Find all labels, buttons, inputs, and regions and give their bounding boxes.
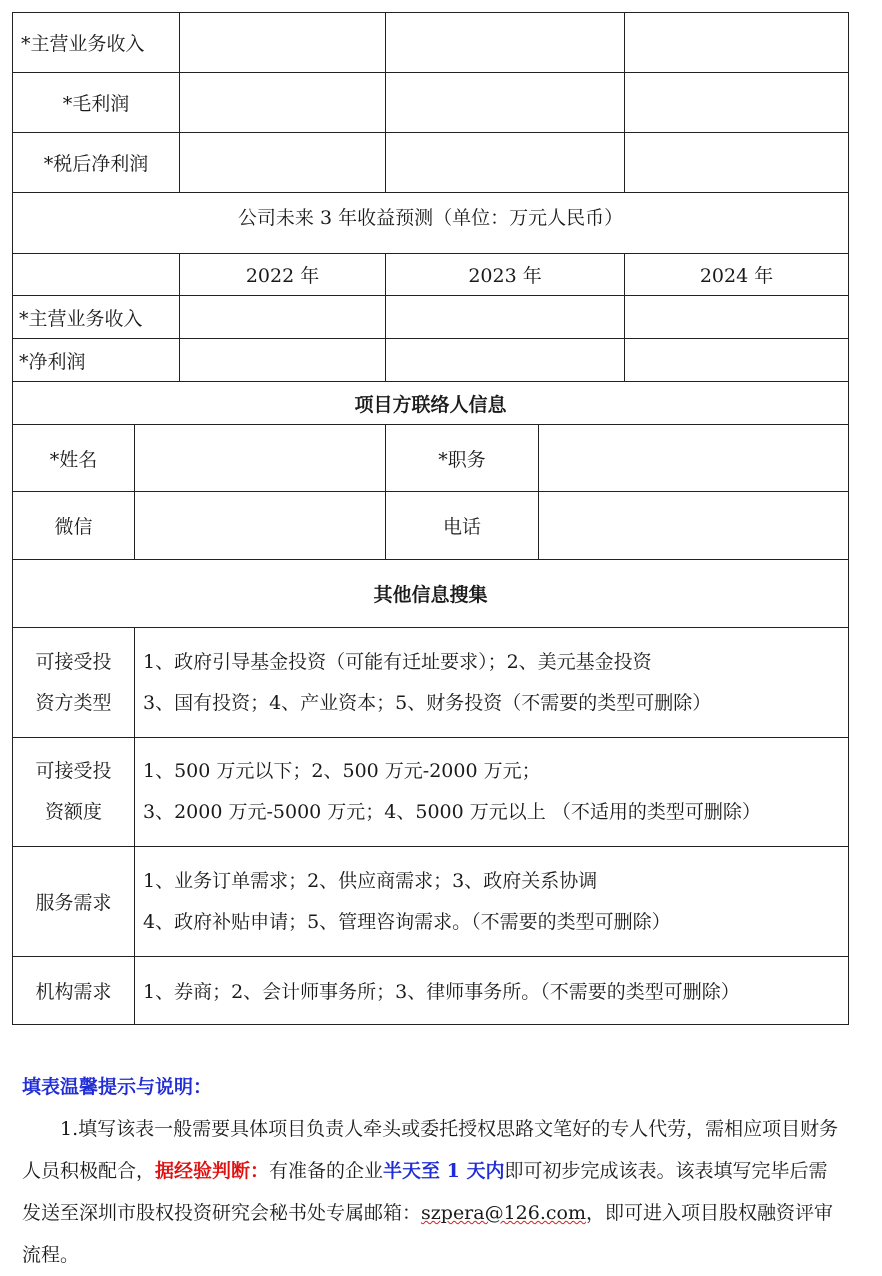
wechat-input[interactable] [135, 492, 386, 560]
investor-type-label [13, 628, 135, 738]
input-cell[interactable] [180, 339, 386, 382]
table-row [13, 560, 849, 628]
other-section-title: 其他信息搜集 [13, 560, 849, 628]
name-label: *姓名 [13, 425, 135, 492]
table-row [13, 425, 849, 492]
notes-heading: 填表温馨提示与说明： [22, 1076, 213, 1098]
input-cell[interactable] [180, 296, 386, 339]
table-row [13, 628, 849, 738]
position-input[interactable] [539, 425, 849, 492]
input-cell[interactable] [625, 133, 849, 193]
input-cell[interactable] [625, 73, 849, 133]
notes-text: 即可初步完成该表。该表填写完毕后需发送至深圳市股权投资研究会秘书处专属邮箱： [22, 1160, 828, 1224]
input-cell[interactable] [386, 73, 625, 133]
institution-options[interactable]: 1、券商；2、会计师事务所；3、律师事务所。（不需要的类型可删除） [135, 957, 849, 1025]
year-header: 2022 年 [180, 254, 386, 296]
notes-section [22, 1066, 842, 1276]
amount-label [13, 738, 135, 847]
info-form-table [12, 12, 849, 1025]
option-line: 3、国有投资；4、产业资本；5、财务投资（不需要的类型可删除） [143, 691, 712, 714]
option-line: 4、政府补贴申请；5、管理咨询需求。（不需要的类型可删除） [143, 910, 671, 933]
option-line: 3、2000 万元-5000 万元；4、5000 万元以上 （不适用的类型可删除） [143, 801, 761, 823]
table-row [13, 847, 849, 957]
table-row [13, 492, 849, 560]
phone-input[interactable] [539, 492, 849, 560]
option-line: 1、500 万元以下；2、500 万元-2000 万元； [143, 760, 541, 782]
label-line: 可接受投 [35, 760, 112, 782]
input-cell[interactable] [625, 13, 849, 73]
name-input[interactable] [135, 425, 386, 492]
row-label: *毛利润 [13, 73, 180, 133]
row-label: *净利润 [13, 339, 180, 382]
input-cell[interactable] [625, 339, 849, 382]
table-row [13, 254, 849, 296]
institution-label: 机构需求 [13, 957, 135, 1025]
table-row [13, 73, 849, 133]
year-header: 2023 年 [386, 254, 625, 296]
row-label: *税后净利润 [13, 133, 180, 193]
input-cell[interactable] [180, 13, 386, 73]
service-options[interactable] [135, 847, 849, 957]
wechat-label: 微信 [13, 492, 135, 560]
table-row [13, 133, 849, 193]
notes-text: 有准备的企业 [269, 1160, 384, 1182]
notes-text: ，即可进入项目股权融资评审流程。 [22, 1202, 834, 1266]
table-row [13, 957, 849, 1025]
service-label: 服务需求 [13, 847, 135, 957]
table-row [13, 13, 849, 73]
contact-section-title: 项目方联络人信息 [13, 382, 849, 425]
input-cell[interactable] [386, 133, 625, 193]
amount-options[interactable] [135, 738, 849, 847]
phone-label: 电话 [386, 492, 539, 560]
option-line: 1、政府引导基金投资（可能有迁址要求）；2、美元基金投资 [143, 650, 652, 673]
year-header: 2024 年 [625, 254, 849, 296]
email-link[interactable]: szpera@126.com [421, 1202, 586, 1224]
label-line: 可接受投 [35, 650, 112, 673]
input-cell[interactable] [625, 296, 849, 339]
table-row [13, 738, 849, 847]
input-cell[interactable] [386, 296, 625, 339]
row-label: *主营业务收入 [13, 13, 180, 73]
notes-highlight-red: 据经验判断： [155, 1160, 270, 1182]
investor-type-options[interactable] [135, 628, 849, 738]
row-label: *主营业务收入 [13, 296, 180, 339]
input-cell[interactable] [386, 13, 625, 73]
label-line: 资额度 [44, 801, 102, 823]
input-cell[interactable] [180, 133, 386, 193]
forecast-title: 公司未来 3 年收益预测（单位：万元人民币） [13, 193, 849, 254]
label-line: 资方类型 [35, 691, 112, 714]
table-row [13, 339, 849, 382]
table-row [13, 382, 849, 425]
input-cell[interactable] [180, 73, 386, 133]
notes-text: 1.填写该表一般需要具体项目负责人牵头或委托授权思路文笔好的专人代劳，需相应项目财务人员积极配合， [22, 1118, 839, 1182]
table-row [13, 296, 849, 339]
option-line: 1、业务订单需求；2、供应商需求；3、政府关系协调 [143, 869, 598, 892]
notes-highlight-blue: 半天至 1 天内 [383, 1160, 505, 1182]
notes-paragraph [22, 1108, 842, 1276]
table-row [13, 193, 849, 254]
empty-cell [13, 254, 180, 296]
input-cell[interactable] [386, 339, 625, 382]
position-label: *职务 [386, 425, 539, 492]
